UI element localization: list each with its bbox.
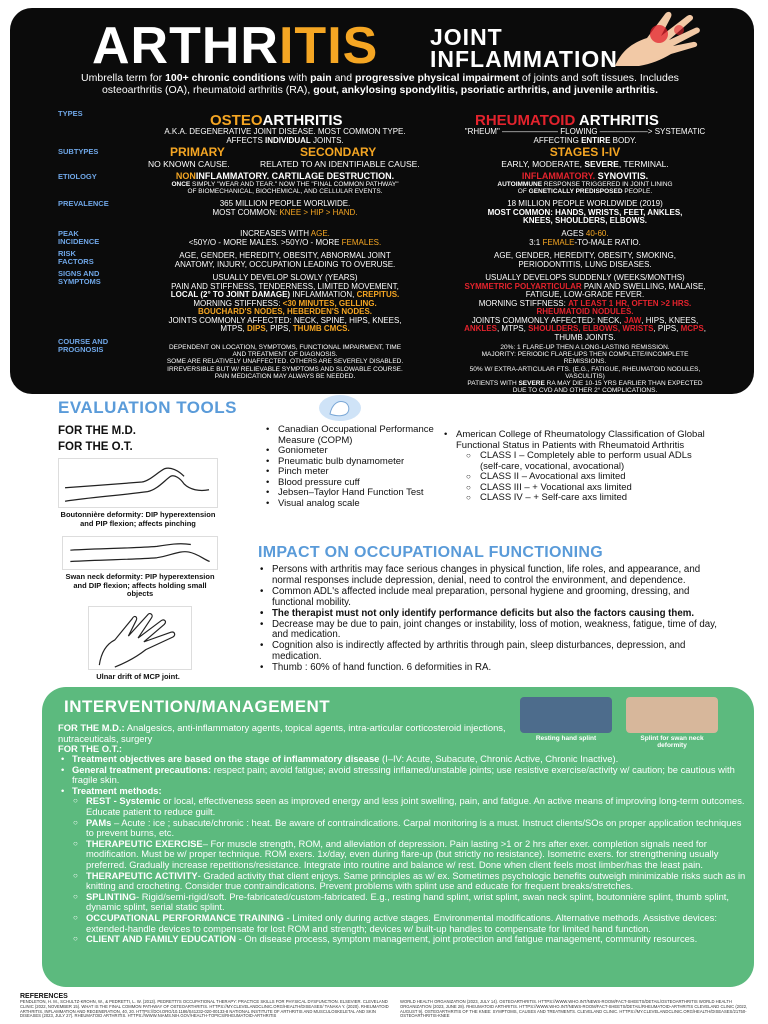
oa-signs: USUALLY DEVELOP SLOWLY (YEARS) PAIN AND STIFFNESS, TENDERNESS, LIMITED MOVEMENT, LOCAL (2° TO JOINT DAMAGE) INFLAMMATION, CREPITUS. MORNING STIFFNESS: <30 MINUTES, GELLING. BOUCHARD'S NODES, HEBERDEN'S NODES. JOINTS COMMONLY AFFECTED: NECK, SPINE, HIPS, KNEES, MTPS, DIPS, PIPS, THUMB CMCS.: [168, 273, 402, 333]
list-item: • The therapist must not only identify performance deficits but also the factors causing them.: [258, 609, 728, 620]
list-item: ○ CLIENT AND FAMILY EDUCATION - On disease process, symptom management, joint protection and fatigue management, community resources.: [58, 934, 748, 945]
oa-primary: PRIMARY: [170, 145, 225, 159]
list-item: ○ CLASS III – + Vocational axs limited: [442, 483, 712, 494]
label-types: TYPES: [58, 109, 83, 118]
acr-classification-list: [442, 430, 712, 504]
ra-prevalence: 18 MILLION PEOPLE WORLDWIDE (2019) MOST COMMON: HANDS, WRISTS, FEET, ANKLES, KNEES, SHOULDERS, ELBOWS.: [487, 199, 683, 225]
list-item: • Treatment objectives are based on the stage of inflammatory disease (I–IV: Acute, Subacute, Chronic Active, Chronic Inactive).: [58, 754, 748, 765]
intervention-panel: [42, 687, 754, 987]
oa-etiology: NONINFLAMMATORY. CARTILAGE DESTRUCTION. ONCE SIMPLY "WEAR AND TEAR." NOW THE "FINAL COMMON PATHWAY" OF BIOMECHANICAL, BIOCHEMICAL, AND CELLULAR EVENTS.: [171, 171, 399, 195]
ra-risk: AGE, GENDER, HEREDITY, OBESITY, SMOKING, PERIODONTITIS, LUNG DISEASES.: [494, 251, 676, 269]
list-item: ○ CLASS II – Avocational axs limited: [442, 472, 712, 483]
list-item: • Common ADL's affected include meal preparation, personal hygiene and grooming, dressing, and functional mobility.: [258, 587, 728, 609]
ra-stages: STAGES I-IV: [549, 145, 621, 159]
swan-neck-caption: Swan neck deformity: PIP hyperextension and DIP flexion; affects holding small objects: [65, 572, 215, 598]
label-prevalence: PREVALENCE: [58, 199, 109, 208]
label-signs: SIGNS AND SYMPTOMS: [58, 269, 101, 286]
ra-etiology: INFLAMMATORY. SYNOVITIS. AUTOIMMUNE RESPONSE TRIGGERED IN JOINT LINING OF GENETICALLY PREDISPOSED PEOPLE.: [497, 171, 673, 195]
md-interventions: FOR THE M.D.: Analgesics, anti-inflammatory agents, topical agents, intra-articular corticosteroid injections, nutraceuticals, surgery: [58, 722, 506, 744]
references-right: WORLD HEALTH ORGANIZATION (2023, JULY 14). OSTEOARTHRITIS. HTTPS://WWW.WHO.INT/NEWS-ROOM/FACT-SHEETS/DETAIL/OSTEOARTHRITIS WORLD HEALTH ORGANIZATION (2023, JUNE 28). RHEUMATOID ARTHRITIS. HTTPS://WWW.WHO.INT/NEWS-ROOM/FACT-SHEETS/DETAIL/RHEUMATOID-ARTHRITIS CLEVELAND CLINIC (2022, AUGUST 9). OSTEOARTHRITIS OF THE KNEE: SYMPTOMS, CAUSES AND TREATMENTS. CLEVELAND CLINIC. HTTPS://MY.CLEVELANDCLINIC.ORG/HEALTH/DISEASES/21750-OSTEOARTHRITIS-KNEE: [400, 999, 748, 1019]
oa-risk: AGE, GENDER, HEREDITY, OBESITY, ABNORMAL JOINT ANATOMY, INJURY, OCCUPATION LEADING TO OVERUSE.: [174, 251, 396, 269]
boutonniere-deformity-illustration: [58, 458, 218, 508]
list-item: ○ CLASS IV – + Self-care axs limited: [442, 493, 712, 504]
list-item: • American College of Rheumatology Classification of Global Functional Status in Patients with Rheumatoid Arthritis: [442, 430, 712, 451]
list-item: • Cognition also is indirectly affected by arthritis through pain, sleep disturbances, depression, and medication.: [258, 641, 728, 663]
ra-heading: RHEUMATOID ARTHRITIS: [475, 112, 659, 129]
list-item: ○ OCCUPATIONAL PERFORMANCE TRAINING - Limited only during active stages. Environmental modifications. Alternative methods. Assistive devices: extended-handle devices to compensate for lost ROM and strength; devices w/ built-up handles to compensate for limited hand function.: [58, 913, 748, 934]
oa-prevalence: 365 MILLION PEOPLE WORLWIDE. MOST COMMON: KNEE > HIP > HAND.: [212, 199, 358, 217]
ot-label: FOR THE O.T.:: [58, 743, 123, 754]
list-item: • Pneumatic bulb dynamometer: [264, 457, 434, 468]
list-item: • Goniometer: [264, 446, 434, 457]
foot-x-ray-icon: [318, 394, 362, 422]
oa-secondary-desc: RELATED TO AN IDENTIFIABLE CAUSE.: [260, 159, 420, 169]
boutonniere-caption: Boutonnière deformity: DIP hyperextension and PIP flexion; affects pinching: [60, 510, 216, 528]
list-item: ○ REST - Systemic or local, effectiveness seen as improved energy and less joint swelling, pain, and fatigue. An active means of improving long-term outcomes. Educate patient to reduce guilt.: [58, 796, 748, 817]
ra-stages-desc: EARLY, MODERATE, SEVERE, TERMINAL.: [501, 159, 669, 169]
oa-course: DEPENDENT ON LOCATION, SYMPTOMS, FUNCTIONAL IMPAIRMENT, TIME AND TREATMENT OF DIAGNOSIS. SOME ARE RELATIVELY UNAFFECTED. OTHERS ARE SEVERELY DISABLED. IRREVERSIBLE BUT W/ RELIEVABLE SYMPTOMS AND SLOWABLE COURSE. PAIN MEDICATION MAY ALWAYS BE NEEDED.: [166, 344, 404, 380]
references-left: PENDLETON, H. M., SCHULTZ-KROHN, W., & PEDRETTI, L. W. (2013). PEDRETTI'S OCCUPATIONAL THERAPY: PRACTICE SKILLS FOR PHYSICAL DYSFUNCTION. ELSEVIER. CLEVELAND CLINIC (2022, NOVEMBER 15). WHAT IS THE FINAL COMMON PATHWAY OF OSTEOARTHRITIS. HTTPS://MY.CLEVELANDCLINIC.ORG/HEALTH/DISEASES/ TANAKA Y. (2020). RHEUMATOID ARTHRITIS. INFLAMMATION AND REGENERATION, 40, 20. HTTPS://DOI.ORG/10.1186/S41232-020-00133-8 NATIONAL INSTITUTE OF ARTHRITIS AND MUSCULOSKELETAL AND SKIN DISEASES (2023, JULY 27). RHEUMATOID ARTHRITIS. HTTPS://WWW.NIAMS.NIH.GOV/HEALTH-TOPICS/RHEUMATOID-ARTHRITIS: [20, 999, 389, 1019]
label-risk: RISK FACTORS: [58, 249, 94, 266]
oa-aka: A.K.A. DEGENERATIVE JOINT DISEASE. MOST COMMON TYPE. AFFECTS INDIVIDUAL JOINTS.: [164, 127, 406, 145]
ulnar-drift-illustration: [88, 606, 192, 670]
list-item: ○ PAMs – Acute : ice ; subacute/chronic : heat. Be aware of contraindications. Carpal monitoring is a must. Instruct clients/SOs on proper application techniques to prevent burns, etc.: [58, 818, 748, 839]
inflamed-hand-icon: [595, 8, 715, 66]
impact-list: [258, 565, 728, 674]
references-title: REFERENCES: [20, 993, 68, 1000]
for-ot-label: FOR THE O.T.: [58, 441, 133, 453]
list-item: • Jebsen–Taylor Hand Function Test: [264, 488, 434, 499]
list-item: • Canadian Occupational Performance Measure (COPM): [264, 425, 434, 446]
list-item: • Decrease may be due to pain, joint changes or instability, loss of motion, weakness, fatigue, time of day, and medication.: [258, 620, 728, 642]
list-item: • Persons with arthritis may face serious changes in physical function, life roles, and appearance, and normal responses include depression, denial, need to control the environment, and dependence.: [258, 565, 728, 587]
label-etiology: ETIOLOGY: [58, 172, 97, 181]
list-item: • Treatment methods:: [58, 786, 748, 797]
intro-text: Umbrella term for 100+ chronic conditions with pain and progressive physical impairment of joints and soft tissues. Includes osteoarthritis (OA), rheumatoid arthritis (RA), gout, ankylosing spondylitis, psoriatic arthritis, and juvenile arthritis.: [81, 72, 679, 96]
ra-signs: USUALLY DEVELOPS SUDDENLY (WEEKS/MONTHS) SYMMETRIC POLYARTICULAR PAIN AND SWELLING, MALAISE, FATIGUE, LOW-GRADE FEVER. MORNING STIFFNESS: AT LEAST 1 HR, OFTEN >2 HRS. RHEUMATOID NODULES. JOINTS COMMONLY AFFECTED: NECK, JAW, HIPS, KNEES, ANKLES, MTPS, SHOULDERS, ELBOWS, WRISTS, PIPS, MCPS, THUMB JOINTS.: [464, 273, 706, 342]
intervention-title: INTERVENTION/MANAGEMENT: [64, 697, 331, 716]
oa-primary-desc: NO KNOWN CAUSE.: [148, 159, 230, 169]
list-item: ○ CLASS I – Completely able to perform usual ADLs (self-care, vocational, avocational): [442, 451, 712, 472]
list-item: ○ SPLINTING- Rigid/semi-rigid/soft. Pre-fabricated/custom-fabricated. E.g., resting hand splint, wrist splint, swan neck splint, boutonnière splint, thumb splint, dynamic splint, serial static splint.: [58, 892, 748, 913]
ot-interventions-list: [58, 754, 748, 945]
ra-course: 20%: 1 FLARE-UP THEN A LONG-LASTING REMISSION. MAJORITY: PERIODIC FLARE-UPS THEN COMPLETE/INCOMPLETE REMISSIONS. 50% W/ EXTRA-ARTICULAR FTS. (E.G., FATIGUE, RHEUMATOID NODULES, VASCULITIS) PATIENTS WITH SEVERE RA MAY DIE 10-15 YRS EARLIER THAN EXPECTED DUE TO CVD AND OTHER 2° COMPLICATIONS.: [467, 344, 703, 394]
list-item: ○ THERAPEUTIC EXERCISE– For muscle strength, ROM, and alleviation of depression. Pain lasting >1 or 2 hrs after exer. completion signals need for modification. Must be w/ proper technique. ROM exers. 1x/day, even during flare-up (but strictly no resistance). Isometric exers. for strengthening usually preferred. Gradually increase repetitions/resistance. Integrate into routine and balance w/ rest. Done when client feels most limber/has the least pain.: [58, 839, 748, 871]
label-course: COURSE AND PROGNOSIS: [58, 337, 109, 354]
impact-title: IMPACT ON OCCUPATIONAL FUNCTIONING: [258, 544, 603, 561]
splint1-caption: Resting hand splint: [535, 735, 597, 742]
list-item: • Blood pressure cuff: [264, 478, 434, 489]
page-title: ARTHRITIS: [92, 17, 379, 75]
label-peak: PEAK INCIDENCE: [58, 229, 100, 246]
for-md-label: FOR THE M.D.: [58, 425, 136, 437]
resting-hand-splint-image: [520, 697, 612, 733]
overview-panel: [10, 8, 754, 394]
swan-neck-splint-image: [626, 697, 718, 733]
list-item: • Pinch meter: [264, 467, 434, 478]
ulnar-drift-caption: Ulnar drift of MCP joint.: [96, 672, 180, 681]
swan-neck-deformity-illustration: [62, 536, 218, 570]
list-item: ○ THERAPEUTIC ACTIVITY- Graded activity that client enjoys. Same principles as w/ ex. Sometimes psychologic benefits outweigh minimizable risks such as in knitting and crocheting. Consider true contraindications. Prevent problems with splint use and educate for frequent breaks/stretches.: [58, 871, 748, 892]
list-item: • Thumb : 60% of hand function. 6 deformities in RA.: [258, 663, 728, 674]
page-subtitle: JOINT INFLAMMATION: [430, 24, 618, 72]
ot-tools-list: [264, 425, 434, 509]
splint2-caption: Splint for swan neck deformity: [640, 735, 704, 749]
label-subtypes: SUBTYPES: [58, 147, 99, 156]
ra-peak: AGES 40-60. 3:1 FEMALE-TO-MALE RATIO.: [529, 229, 641, 247]
list-item: • Visual analog scale: [264, 499, 434, 510]
evaluation-title: EVALUATION TOOLS: [58, 398, 237, 417]
oa-peak: INCREASES WITH AGE. <50Y/O - MORE MALES. >50Y/O - MORE FEMALES.: [188, 229, 382, 247]
oa-secondary: SECONDARY: [300, 145, 377, 159]
ra-aka: "RHEUM" ——————— FLOWING ——————> SYSTEMATIC AFFECTING ENTIRE BODY.: [464, 127, 706, 145]
list-item: • General treatment precautions: respect pain; avoid fatigue; avoid stressing inflamed/unstable joints; use resistive exercise/activity w/ caution; be cautious with fragile skin.: [58, 765, 748, 786]
oa-heading: OSTEOARTHRITIS: [210, 112, 343, 129]
